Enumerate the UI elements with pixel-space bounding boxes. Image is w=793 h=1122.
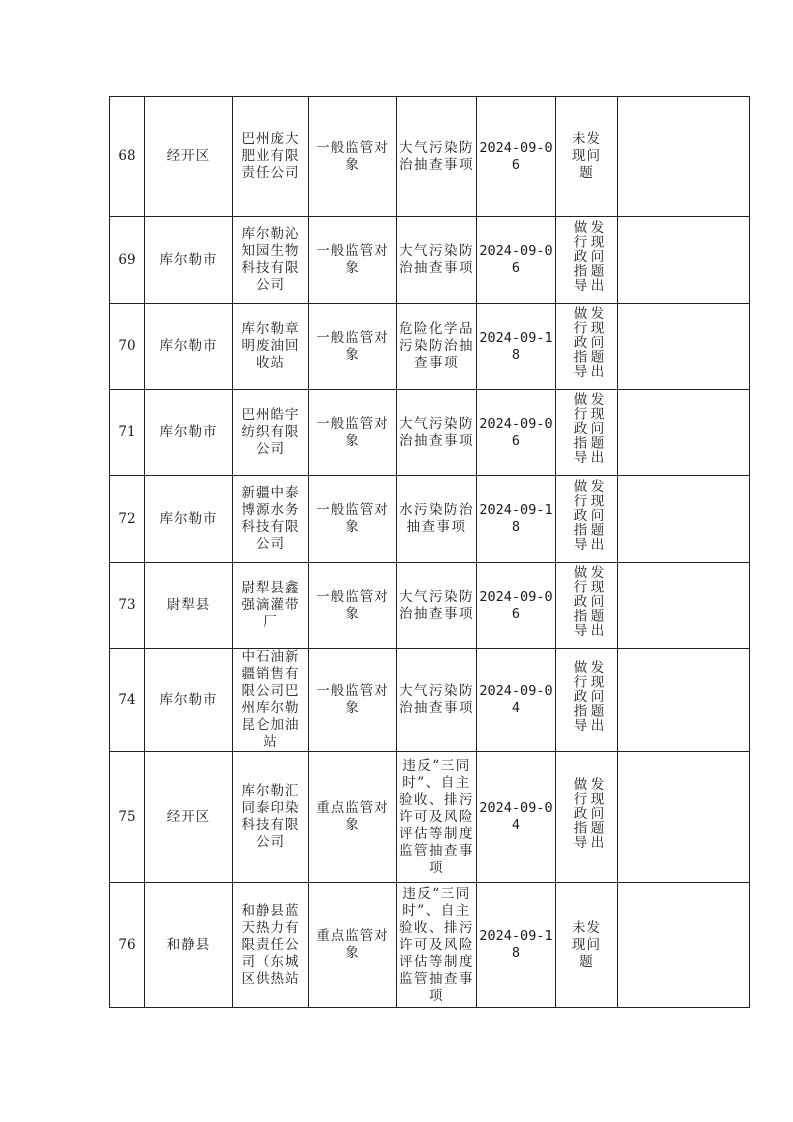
remarks-cell <box>618 304 750 390</box>
row-number: 72 <box>110 476 145 563</box>
inspection-date-cell: 2024-09-18 <box>477 476 556 563</box>
remarks-cell <box>618 217 750 304</box>
result-cell <box>556 883 618 1008</box>
inspection-item-cell: 违反“三同时”、自主验收、排污许可及风险评估等制度监管抽查事项 <box>397 752 477 883</box>
remarks-cell <box>618 563 750 649</box>
supervision-type-cell: 一般监管对象 <box>309 217 397 304</box>
supervision-type-cell: 一般监管对象 <box>309 649 397 752</box>
inspection-item-cell: 大气污染防治抽查事项 <box>397 390 477 476</box>
region-cell: 库尔勒市 <box>145 390 233 476</box>
result-text: 发现问题出做行政指导 <box>570 565 604 638</box>
table-row <box>110 97 750 217</box>
table-row <box>110 649 750 752</box>
result-text: 发现问题出做行政指导 <box>570 478 604 551</box>
row-number: 70 <box>110 304 145 390</box>
inspection-item-cell: 大气污染防治抽查事项 <box>397 649 477 752</box>
result-text: 发现问题出做行政指导 <box>570 776 604 849</box>
company-cell: 和静县蓝天热力有限责任公司（东城区供热站 <box>233 883 309 1008</box>
result-text: 发现问题出做行政指导 <box>570 392 604 465</box>
inspection-item-cell: 违反“三同时”、自主验收、排污许可及风险评估等制度监管抽查事项 <box>397 883 477 1008</box>
remarks-cell <box>618 883 750 1008</box>
table-row <box>110 476 750 563</box>
inspection-item-cell: 危险化学品污染防治抽查事项 <box>397 304 477 390</box>
result-cell <box>556 390 618 476</box>
company-cell: 中石油新疆销售有限公司巴州库尔勒昆仑加油站 <box>233 649 309 752</box>
region-cell: 和静县 <box>145 883 233 1008</box>
remarks-cell <box>618 97 750 217</box>
result-text: 发现问题出做行政指导 <box>570 219 604 292</box>
inspection-item-cell: 大气污染防治抽查事项 <box>397 97 477 217</box>
region-cell: 库尔勒市 <box>145 217 233 304</box>
inspection-table <box>109 96 750 1008</box>
inspection-date-cell: 2024-09-04 <box>477 649 556 752</box>
table-row <box>110 883 750 1008</box>
result-cell <box>556 752 618 883</box>
inspection-date-cell: 2024-09-04 <box>477 752 556 883</box>
result-cell <box>556 217 618 304</box>
result-text: 发现问题出做行政指导 <box>570 306 604 379</box>
table-row <box>110 217 750 304</box>
table-row <box>110 390 750 476</box>
region-cell: 库尔勒市 <box>145 649 233 752</box>
company-cell: 新疆中泰博源水务科技有限公司 <box>233 476 309 563</box>
inspection-date-cell: 2024-09-18 <box>477 304 556 390</box>
company-cell: 巴州皓宇纺织有限公司 <box>233 390 309 476</box>
row-number: 69 <box>110 217 145 304</box>
result-text: 未发现问题 <box>572 919 601 970</box>
result-text: 发现问题出做行政指导 <box>570 659 604 732</box>
result-text: 未发现问题 <box>572 131 601 181</box>
supervision-type-cell: 一般监管对象 <box>309 390 397 476</box>
supervision-type-cell: 一般监管对象 <box>309 304 397 390</box>
table-row <box>110 304 750 390</box>
supervision-type-cell: 重点监管对象 <box>309 883 397 1008</box>
result-cell <box>556 649 618 752</box>
result-cell <box>556 563 618 649</box>
table-row <box>110 563 750 649</box>
region-cell: 库尔勒市 <box>145 476 233 563</box>
supervision-type-cell: 重点监管对象 <box>309 752 397 883</box>
remarks-cell <box>618 476 750 563</box>
remarks-cell <box>618 752 750 883</box>
row-number: 75 <box>110 752 145 883</box>
inspection-item-cell: 大气污染防治抽查事项 <box>397 217 477 304</box>
supervision-type-cell: 一般监管对象 <box>309 476 397 563</box>
inspection-date-cell: 2024-09-18 <box>477 883 556 1008</box>
company-cell: 库尔勒章明废油回收站 <box>233 304 309 390</box>
region-cell: 经开区 <box>145 97 233 217</box>
result-cell <box>556 304 618 390</box>
row-number: 76 <box>110 883 145 1008</box>
company-cell: 巴州庞大肥业有限责任公司 <box>233 97 309 217</box>
row-number: 73 <box>110 563 145 649</box>
company-cell: 库尔勒汇同泰印染科技有限公司 <box>233 752 309 883</box>
inspection-date-cell: 2024-09-06 <box>477 97 556 217</box>
inspection-date-cell: 2024-09-06 <box>477 390 556 476</box>
inspection-item-cell: 水污染防治抽查事项 <box>397 476 477 563</box>
result-cell <box>556 476 618 563</box>
remarks-cell <box>618 649 750 752</box>
row-number: 71 <box>110 390 145 476</box>
remarks-cell <box>618 390 750 476</box>
company-cell: 库尔勒沁知园生物科技有限公司 <box>233 217 309 304</box>
region-cell: 尉犁县 <box>145 563 233 649</box>
table-row <box>110 752 750 883</box>
row-number: 68 <box>110 97 145 217</box>
company-cell: 尉犁县鑫强滴灌带厂 <box>233 563 309 649</box>
inspection-date-cell: 2024-09-06 <box>477 563 556 649</box>
supervision-type-cell: 一般监管对象 <box>309 97 397 217</box>
inspection-date-cell: 2024-09-06 <box>477 217 556 304</box>
region-cell: 库尔勒市 <box>145 304 233 390</box>
row-number: 74 <box>110 649 145 752</box>
supervision-type-cell: 一般监管对象 <box>309 563 397 649</box>
result-cell <box>556 97 618 217</box>
region-cell: 经开区 <box>145 752 233 883</box>
inspection-item-cell: 大气污染防治抽查事项 <box>397 563 477 649</box>
